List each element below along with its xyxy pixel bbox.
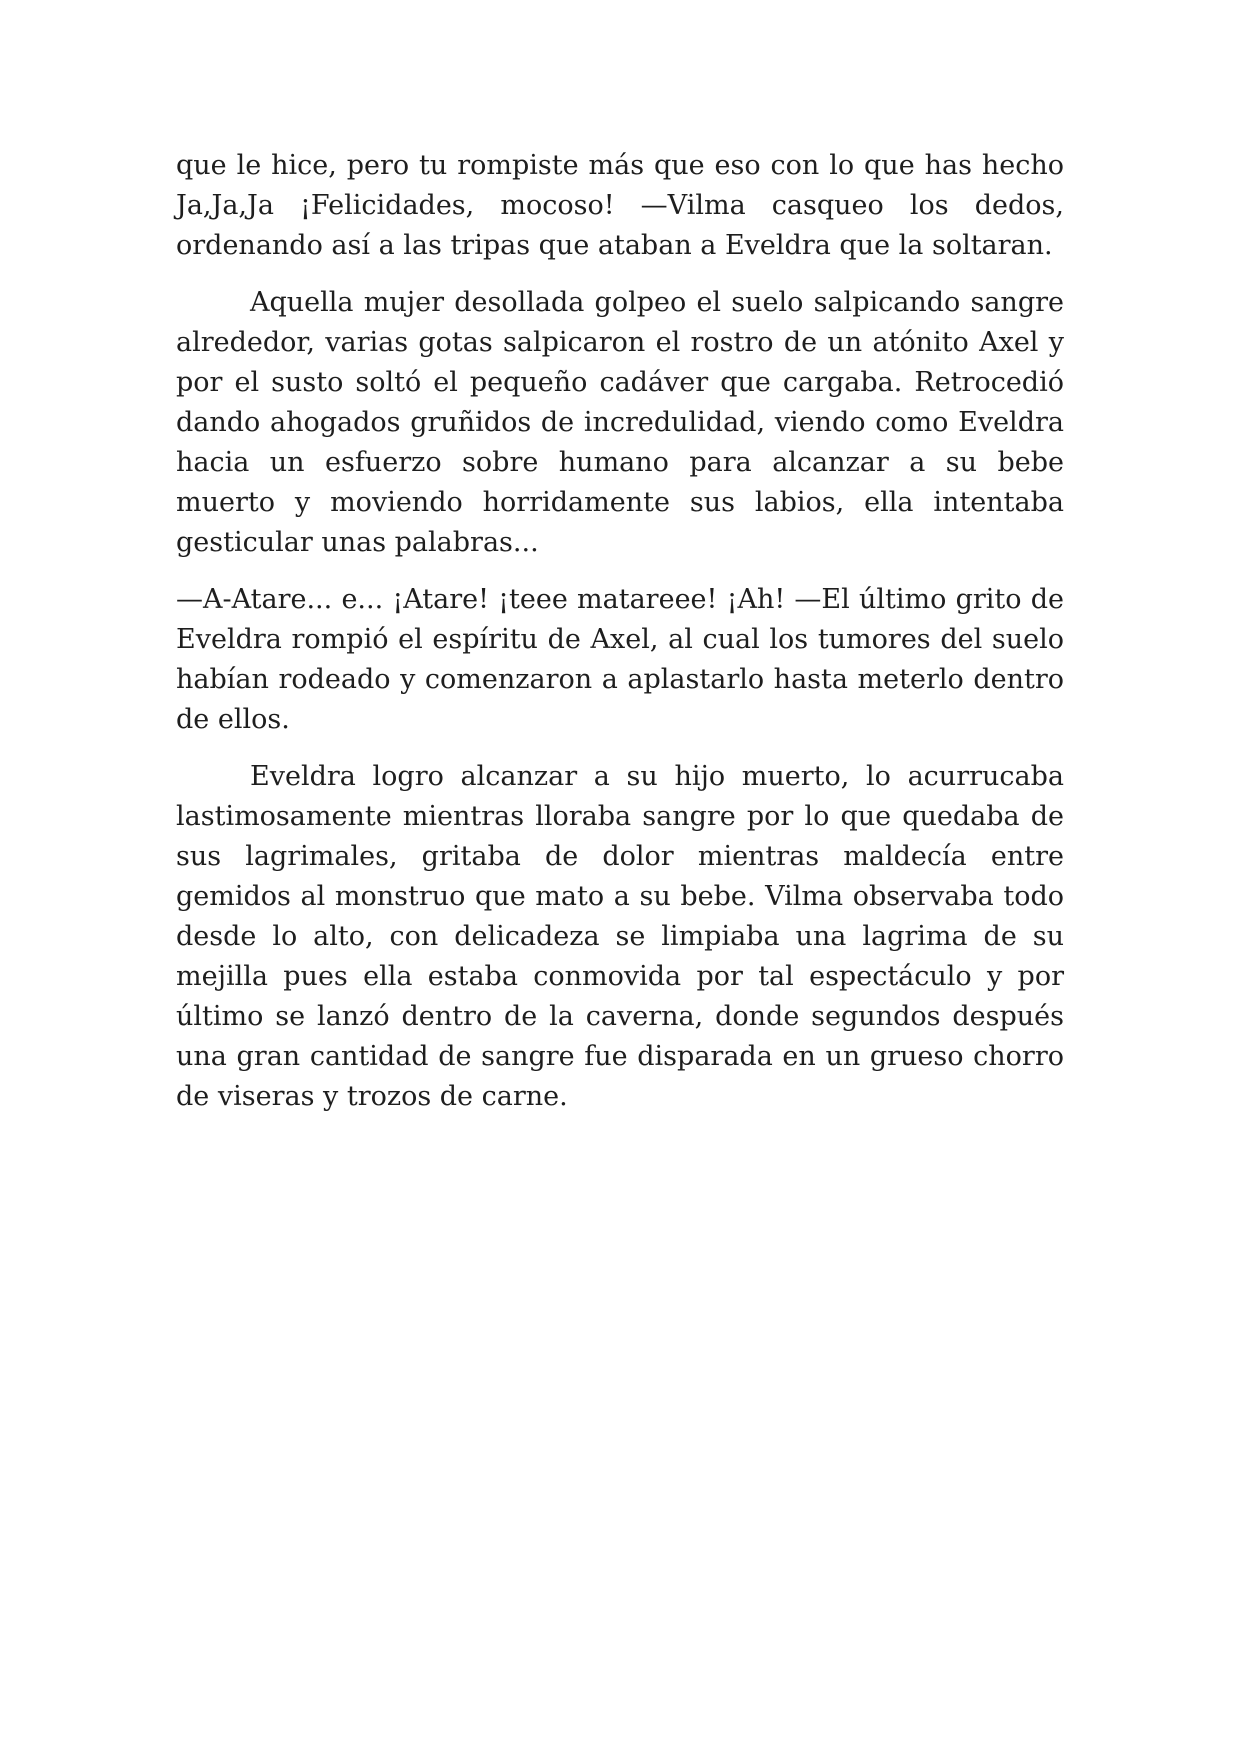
paragraph-2: Aquella mujer desollada golpeo el suelo salpicando sangre alrededor, varias gotas salpicaron el rostro de un atónito Axel y por el susto soltó el pequeño cadáver que cargaba. Retrocedió dando ahogados gruñidos de incredulidad, viendo como Eveldra hacia un esfuerzo sobre humano para alcanzar a su bebe muerto y moviendo horridamente sus labios, ella intentaba gesticular unas palabras... <box>176 287 1064 558</box>
paragraph-3: —A-Atare... e... ¡Atare! ¡teee matareee! ¡Ah! —El último grito de Eveldra rompió el espíritu de Axel, al cual los tumores del suelo habían rodeado y comenzaron a aplastarlo hasta meterlo dentro de ellos. <box>176 584 1064 735</box>
paragraph-1: que le hice, pero tu rompiste más que eso con lo que has hecho Ja,Ja,Ja ¡Felicidades, mocoso! —Vilma casqueo los dedos, ordenando así a las tripas que ataban a Eveldra que la soltaran. <box>176 150 1064 261</box>
body-text <box>176 146 1064 1134</box>
paragraph-4: Eveldra logro alcanzar a su hijo muerto, lo acurrucaba lastimosamente mientras lloraba sangre por lo que quedaba de sus lagrimales, gritaba de dolor mientras maldecía entre gemidos al monstruo que mato a su bebe. Vilma observaba todo desde lo alto, con delicadeza se limpiaba una lagrima de su mejilla pues ella estaba conmovida por tal espectáculo y por último se lanzó dentro de la caverna, donde segundos después una gran cantidad de sangre fue disparada en un grueso chorro de viseras y trozos de carne. <box>176 761 1064 1112</box>
